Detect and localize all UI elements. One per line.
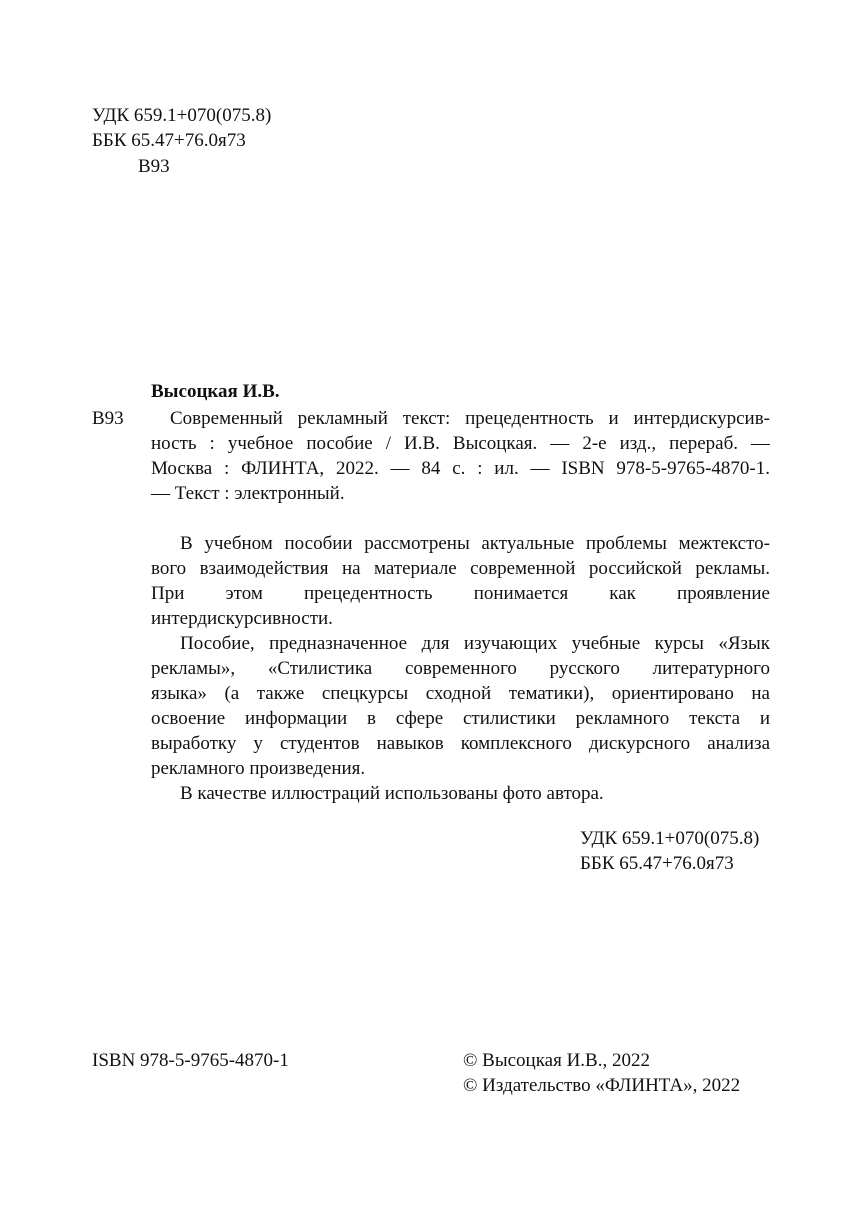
- annotation-p2-line-2: рекламы», «Стилистика современного русского литературного: [151, 658, 770, 679]
- isbn: ISBN 978-5-9765-4870-1: [92, 1050, 289, 1071]
- annotation-p1-line-4: интердискурсивности.: [151, 608, 333, 629]
- bbk-code-top: ББК 65.47+76.0я73: [92, 130, 246, 151]
- annotation-p2-line-4: освоение информации в сфере стилистики рекламного текста и: [151, 708, 770, 729]
- annotation-p1-line-3: При этом прецедентность понимается как проявление: [151, 583, 770, 604]
- copyright-publisher: © Издательство «ФЛИНТА», 2022: [463, 1075, 741, 1096]
- bib-line-2: ность : учебное пособие / И.В. Высоцкая. — 2-е изд., перераб. —: [151, 433, 770, 454]
- bib-author-mark: В93: [92, 408, 124, 429]
- annotation-p2-line-6: рекламного произведения.: [151, 758, 366, 779]
- udk-code-top: УДК 659.1+070(075.8): [92, 105, 272, 126]
- copyright-author: © Высоцкая И.В., 2022: [463, 1050, 650, 1071]
- bbk-code-bottom: ББК 65.47+76.0я73: [580, 853, 734, 874]
- bib-line-4: — Текст : электронный.: [151, 483, 345, 504]
- bib-line-1: Современный рекламный текст: прецедентность и интердискурсив-: [170, 408, 770, 429]
- bib-author: Высоцкая И.В.: [151, 381, 280, 402]
- annotation-p1-line-2: вого взаимодействия на материале современной российской рекламы.: [151, 558, 770, 579]
- annotation-p2-line-1: Пособие, предназначенное для изучающих учебные курсы «Язык: [180, 633, 770, 654]
- bib-line-3: Москва : ФЛИНТА, 2022. — 84 с. : ил. — ISBN 978-5-9765-4870-1.: [151, 458, 770, 479]
- udk-code-bottom: УДК 659.1+070(075.8): [580, 828, 760, 849]
- annotation-p1-line-1: В учебном пособии рассмотрены актуальные проблемы межтексто-: [180, 533, 770, 554]
- annotation-p2-line-3: языка» (а также спецкурсы сходной тематики), ориентировано на: [151, 683, 770, 704]
- annotation-p2-line-5: выработку у студентов навыков комплексного дискурсного анализа: [151, 733, 770, 754]
- annotation-p3-line-1: В качестве иллюстраций использованы фото автора.: [180, 783, 604, 804]
- author-mark-top: В93: [138, 156, 170, 177]
